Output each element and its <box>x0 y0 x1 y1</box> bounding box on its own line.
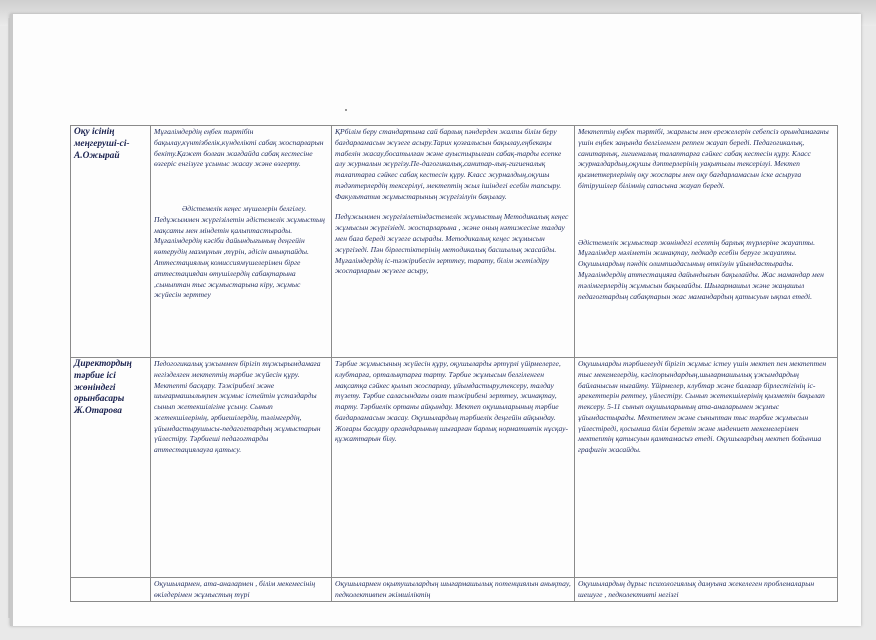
table-row <box>71 126 838 358</box>
paragraph: Мектептің еңбек тәртібі, жарғысы мен ережелерін себепсіз орындамағаны үшін еңбек заңында белгіленген реппен жауап береді. Педагогикалық, санитарлық, гигиеналық талаптарға сәйкес сабақ кестесін құру. Класс журналдардың,оқушы дәптерлерінің уақытылы тексерілуі. Мектеп қызметкерлерінің оқу жоспары мен оқу бағдарламасын іске асыруға бітірушілер білімнің сапасына жауап береді. <box>578 127 829 190</box>
paragraph: Оқушылардың дұрыс психологиялық дамуына жекелеген проблемаларын шешуге , педколективті негізгі <box>578 579 815 599</box>
responsibility-cell <box>575 358 838 578</box>
paragraph: Әдістемелік кеңес мүшелерін белгілеу. Педұжыммен жүргізілетін әдістемелік жұмыстың мақсаты мен міндетін қалыптастырады. Мұғалімдердің кәсіби дайындығының деңгейін көтерудің мазмұнын ,түрін, әдісін анықтайды. Аттестациялық комиссиямүшелерімен бірге аттестациядан өтушілердің сабақтарына ,сыныптан тыс жұмыстарына кіру, жұмыс жүйесін зерттеу <box>154 204 325 300</box>
table-row <box>71 358 838 578</box>
responsibility-cell <box>575 126 838 358</box>
paragraph: ҚРбілім беру стандартына сай барлық пәндерден жалпы білім беру бағдарламасын жүзеге асыру.Тарих қозғалысын бақылау,еңбекақы табелін жасау,босатылған және ауыстырылған сабақ-тарды есепке алу журналын жүргізу.Пе-дагогикалық,санитар-лық-гигиеналық талаптарға сәйкес сабақ кестесін құру. Класс журналдың,оқушы тәдәптерлердің тексерілуі, мектептің жыл ішіндегі есебін тапсыру. Факультатив жұмыстарының жүргізілуін бақылау. <box>335 127 562 201</box>
spacer <box>578 192 834 238</box>
document-page <box>10 14 861 626</box>
paragraph: Педогогикалық ұжыммен бірігіп тұжырымдамаға негізделген мектептің тәрбие жүйесін құру. Мектепті басқару. Тәжірибелі және шығармашылықпен жұмыс істейтін ұстаздарды сынып жетекшілігіне ұсыну. Сынып жетекшілерінің, әрбиешілердің, тәлімгердің, ұйымдастырушысы-педагогтардың жұмыстарын үйлестіру. Тәрбиеші педагогтарды аттестациялауға қатысу. <box>154 359 321 455</box>
paragraph: Оқушылармен оқытушылардың шығармашылық потенциялын анықтау, педколективпен әкімшіліктің <box>335 579 571 599</box>
responsibility-cell <box>575 578 838 602</box>
role-cell <box>71 358 151 578</box>
duties-cell <box>151 578 332 602</box>
spacer <box>335 202 571 212</box>
role-title: Директордың тәрбие ісі жөніндегі орынбасары Ж.Отарова <box>74 359 132 416</box>
paragraph: Оқушылармен, ата-аналармен , білім мекемесінің өкілдерімен жұмыстың түрі <box>154 579 316 599</box>
page-speck <box>345 109 347 111</box>
tasks-cell <box>332 126 575 358</box>
paragraph: Әдістемелік жұмыстар жөніндегі есептің барлық түрлеріне жауапты. Мұғалімдер мәліметін жинақтау, педкадр есебін беруге жауапты. Оқушылардың пәндік олимпиадасының өткізуін ұйымдастырады. Мұғалімдердің аттестацияға дайындығын бақылайды. Жас мамандар мен тәлімгерлердің жұмысын бақылайды. Шығармашыл және жаңашыл педагогтардың сабақтарын жас мамандардың қатысуын ықпал етеді. <box>578 237 824 301</box>
table-row <box>71 578 838 602</box>
paragraph: Мұғалімдердің еңбек тәртібін бақылау,күнтізбелік,күнделікті сабақ жоспарларын бекіту.Қажет болған жағдайда сабақ кестесіне өзгеріс енгізуге ұсыныс жасау және өзгерту. <box>154 127 324 169</box>
tasks-cell <box>332 578 575 602</box>
spacer <box>154 170 328 204</box>
duties-cell <box>151 358 332 578</box>
role-cell <box>71 578 151 602</box>
role-title: Оқу ісінің меңгеруші-сі- А.Ожырай <box>74 127 130 161</box>
role-cell <box>71 126 151 358</box>
duties-table <box>70 125 838 602</box>
duties-cell <box>151 126 332 358</box>
paragraph: Педұжыммен жүргізілетіндәстемелік жұмыстың Методикалық кеңес жұмысын жүргізіеді. жоспарларына , және оның нәтижесіне талдау мен баға береді жүзеге асырады. Методикалық кеңес жұмысын жүргізеді. Пән бірлестіктерінің методикалық басшылық жасайды. Мұғалімдердің іс-тәжірибесін зерттеу, тарату, білім жетілдіру жоспарларын жүзеге асыру, <box>335 212 569 276</box>
tasks-cell <box>332 358 575 578</box>
paragraph: Оқушыларды тәрбиелеуді бірігіп жұмыс істеу үшін мектеп пен мектептен тыс мекемелердің, кәсіпорындардың,шығармашылық ұжымдардың байланысын нығайту. Үйірмелер, клубтар және балалар бірлестігінің іс-әрекеттерін реттеу, үйлестіру. Сынып жетекшілерінің қызметін бақылап тексеру. 5-11 сынып оқушыларының ата-аналарымен жұмыс ұйымдастырады. Мектептен және сыныптан тыс тәрбие жұмысын үйлестіреді, қосымша білім беретін және мәдениет мекемелерімен мектептің қатысуын қамтамасыз етеді. Оқушылардың мектеп бойынша графигін жасайды. <box>578 359 827 455</box>
paragraph: Тәрбие жұмысының жүйесін құру, оқушыларды әртүрлі үйірмелерге, клубтарға, орталықтарға тарту. Тәрбие жұмысын белгіленген мақсатқа сәйкес қылып жоспарлау, ұйымдастыру,тексеру, талдау түзету. Тәрбие саласындағы озат тәжірибені зерттеу, жинақтау, тарту. Тәрбиелік ортаны айқындау. Мектеп оқушыларының тәрбие бағдарламасын жасау. Оқушылардың тәрбиелік деңгейін айқындау. Жоғары басқару органдарының шығарған барлық нормативтік нұсқау-құжаттарын білу. <box>335 359 569 444</box>
